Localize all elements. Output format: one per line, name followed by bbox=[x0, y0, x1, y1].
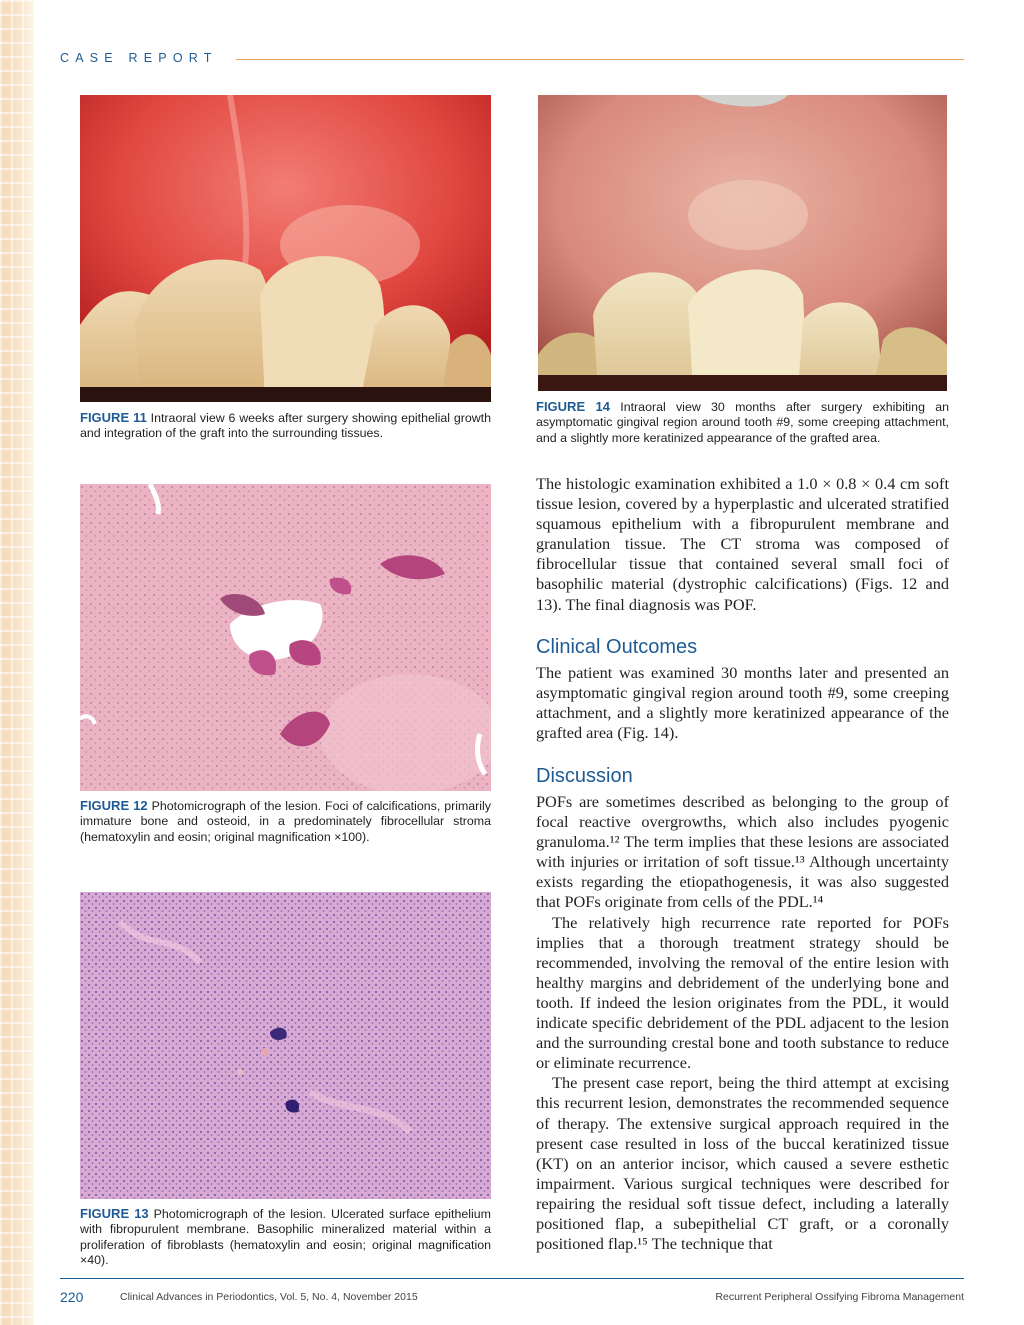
figure-13-label: FIGURE 13 bbox=[80, 1206, 149, 1221]
decorative-side-strip bbox=[0, 0, 34, 1325]
figure-13-caption bbox=[80, 1206, 491, 1269]
body-paragraph: The present case report, being the third attempt at excising this recurrent lesion, demonstrates the recommended sequence of therapy. The extensive surgical approach required in the present case resulted in loss of the buccal keratinized tissue (KT) on an anterior incisor, which caused a severe esthetic impairment. Various surgical techniques were described for repairing the residual soft tissue defect, including a laterally positioned flap, a subepithelial CT graft, or a coronally positioned flap.¹⁵ The technique that bbox=[536, 1073, 949, 1254]
section-heading-clinical-outcomes: Clinical Outcomes bbox=[536, 636, 698, 658]
figure-14-label: FIGURE 14 bbox=[536, 399, 611, 414]
running-head: CASE REPORT bbox=[60, 51, 218, 65]
journal-citation: Clinical Advances in Periodontics, Vol. 5, No. 4, November 2015 bbox=[120, 1291, 418, 1303]
running-article-title: Recurrent Peripheral Ossifying Fibroma Management bbox=[715, 1291, 964, 1303]
figure-14-photo bbox=[538, 95, 947, 391]
figure-11-text: Intraoral view 6 weeks after surgery showing epithelial growth and integration of the graft into the surrounding tissues. bbox=[80, 411, 492, 441]
histology-paragraph bbox=[536, 474, 949, 615]
body-paragraph: The histologic examination exhibited a 1.0 × 0.8 × 0.4 cm soft tissue lesion, covered by a hyperplastic and ulcerated stratified squamous epithelium with a fibropurulent membrane and granulation tissue. The CT stroma was composed of fibrocellular tissue that contained several small foci of basophilic material (dystrophic calcifications) (Figs. 12 and 13). The final diagnosis was POF. bbox=[536, 474, 949, 614]
figure-14-caption bbox=[536, 399, 949, 446]
figure-12-photomicrograph bbox=[80, 484, 491, 791]
figure-12-label: FIGURE 12 bbox=[80, 798, 148, 813]
figure-11-caption bbox=[80, 410, 491, 442]
figure-12-text: Photomicrograph of the lesion. Foci of calcifications, primarily immature bone and osteoid, in a predominately fibrocellular stroma (hematoxylin and eosin; original magnification ×100). bbox=[80, 799, 491, 844]
section-heading-discussion: Discussion bbox=[536, 765, 633, 787]
body-paragraph: The patient was examined 30 months later and presented an asymptomatic gingival region around tooth #9, some creeping attachment, and a slightly more keratinized appearance of the grafted area (Fig. 14). bbox=[536, 663, 949, 743]
figure-12-caption bbox=[80, 798, 491, 845]
body-paragraph: The relatively high recurrence rate reported for POFs implies that a thorough treatment strategy should be recommended, involving the removal of the entire lesion with healthy margins and debridement of the underlying bone and tooth. If indeed the lesion originates from the PDL, it would indicate specific debridement of the PDL adjacent to the lesion and the surrounding crestal bone and tooth substance to reduce or eliminate recurrence. bbox=[536, 912, 949, 1073]
discussion-text bbox=[536, 792, 949, 1254]
body-paragraph: POFs are sometimes described as belonging to the group of focal reactive overgrowths, which also includes pyogenic granuloma.¹² The term implies that these lesions are associated with injuries or irritation of soft tissue.¹³ Although uncertainty exists regarding the etiopathogenesis, it was also suggested that POFs originate from cells of the PDL.¹⁴ bbox=[536, 792, 949, 912]
figure-11-photo bbox=[80, 95, 491, 402]
clinical-outcomes-paragraph bbox=[536, 663, 949, 743]
header-rule bbox=[236, 59, 964, 60]
figure-14-text: Intraoral view 30 months after surgery exhibiting an asymptomatic gingival region around tooth #9, some creeping attachment, and a slightly more keratinized appearance of the grafted area. bbox=[536, 400, 949, 445]
page-number: 220 bbox=[60, 1289, 84, 1305]
footer-rule bbox=[60, 1278, 964, 1279]
figure-11-label: FIGURE 11 bbox=[80, 410, 147, 425]
figure-13-text: Photomicrograph of the lesion. Ulcerated surface epithelium with fibropurulent membrane. Basophilic mineralized material within a proliferation of fibroblasts (hematoxylin and eosin; original magnification ×40). bbox=[80, 1207, 491, 1268]
figure-13-photomicrograph bbox=[80, 892, 491, 1199]
